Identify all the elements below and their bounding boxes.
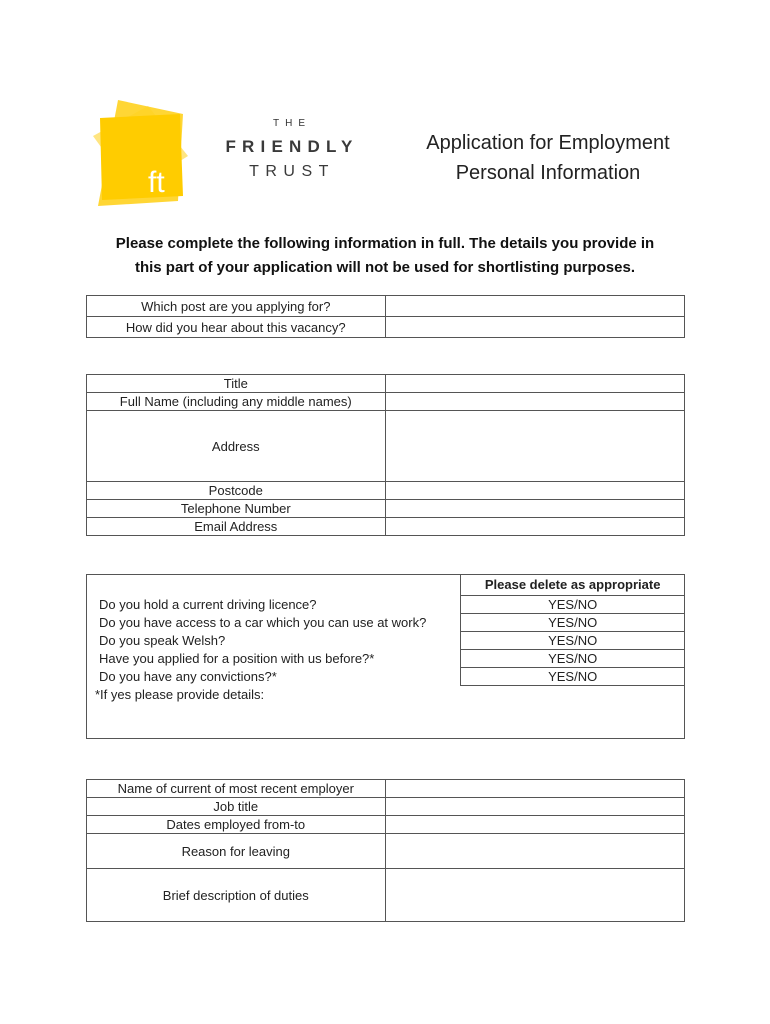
intro-line-2: this part of your application will not be used for shortlisting purposes.: [134, 259, 636, 276]
telephone-field[interactable]: [385, 500, 684, 518]
postcode-field[interactable]: [385, 482, 684, 500]
driving-licence-question: Do you hold a current driving licence?: [87, 595, 461, 613]
table-row: [87, 667, 685, 685]
table-row: [87, 575, 685, 596]
brand-the: THE: [273, 118, 311, 129]
postcode-label: Postcode: [87, 482, 386, 500]
post-table: [86, 295, 685, 338]
friendly-trust-logo: [88, 96, 198, 216]
table-row: [87, 411, 685, 482]
title-label: Title: [87, 375, 386, 393]
title-field[interactable]: [385, 375, 684, 393]
table-row: [87, 834, 685, 869]
table-row: [87, 375, 685, 393]
welsh-question: Do you speak Welsh?: [87, 631, 461, 649]
questions-header-blank: [87, 575, 461, 596]
job-title-label: Job title: [87, 798, 386, 816]
employer-label: Name of current of most recent employer: [87, 780, 386, 798]
table-row: [87, 780, 685, 798]
car-access-answer[interactable]: YES/NO: [461, 613, 685, 631]
driving-licence-answer[interactable]: YES/NO: [461, 595, 685, 613]
brand-wordmark: [212, 118, 372, 181]
telephone-label: Telephone Number: [87, 500, 386, 518]
address-label: Address: [87, 411, 386, 482]
post-applying-label: Which post are you applying for?: [87, 296, 386, 317]
table-row: [87, 518, 685, 536]
email-label: Email Address: [87, 518, 386, 536]
brand-trust: TRUST: [249, 163, 335, 180]
duties-label: Brief description of duties: [87, 869, 386, 922]
table-row: [87, 595, 685, 613]
reason-leaving-field[interactable]: [385, 834, 684, 869]
car-access-question: Do you have access to a car which you can use at work?: [87, 613, 461, 631]
dates-employed-label: Dates employed from-to: [87, 816, 386, 834]
table-row: [87, 816, 685, 834]
questions-table: [86, 574, 685, 739]
vacancy-source-label: How did you hear about this vacancy?: [87, 317, 386, 338]
table-row: [87, 296, 685, 317]
employment-table: [86, 779, 685, 922]
delete-as-appropriate-header: Please delete as appropriate: [461, 575, 685, 596]
table-row: [87, 685, 685, 738]
table-row: [87, 482, 685, 500]
table-row: [87, 613, 685, 631]
title-line-2: Personal Information: [455, 162, 641, 184]
applied-before-question: Have you applied for a position with us before?*: [87, 649, 461, 667]
vacancy-source-field[interactable]: [385, 317, 684, 338]
table-row: [87, 500, 685, 518]
address-field[interactable]: [385, 411, 684, 482]
intro-text: [86, 232, 684, 280]
table-row: [87, 798, 685, 816]
personal-details-table: [86, 374, 685, 536]
duties-field[interactable]: [385, 869, 684, 922]
reason-leaving-label: Reason for leaving: [87, 834, 386, 869]
table-row: [87, 631, 685, 649]
full-name-label: Full Name (including any middle names): [87, 393, 386, 411]
logo-mark-icon: [88, 96, 198, 216]
details-note-field[interactable]: *If yes please provide details:: [87, 685, 685, 738]
post-applying-field[interactable]: [385, 296, 684, 317]
brand-friendly: FRIENDLY: [225, 137, 359, 156]
table-row: [87, 869, 685, 922]
full-name-field[interactable]: [385, 393, 684, 411]
document-title: [398, 128, 698, 188]
convictions-answer[interactable]: YES/NO: [461, 667, 685, 685]
job-title-field[interactable]: [385, 798, 684, 816]
title-line-1: Application for Employment: [426, 132, 670, 154]
table-row: [87, 393, 685, 411]
table-row: [87, 649, 685, 667]
table-row: [87, 317, 685, 338]
welsh-answer[interactable]: YES/NO: [461, 631, 685, 649]
email-field[interactable]: [385, 518, 684, 536]
employer-field[interactable]: [385, 780, 684, 798]
convictions-question: Do you have any convictions?*: [87, 667, 461, 685]
applied-before-answer[interactable]: YES/NO: [461, 649, 685, 667]
intro-line-1: Please complete the following information in full. The details you provide in: [115, 235, 655, 252]
logo-ft-text: ft: [148, 166, 165, 199]
dates-employed-field[interactable]: [385, 816, 684, 834]
